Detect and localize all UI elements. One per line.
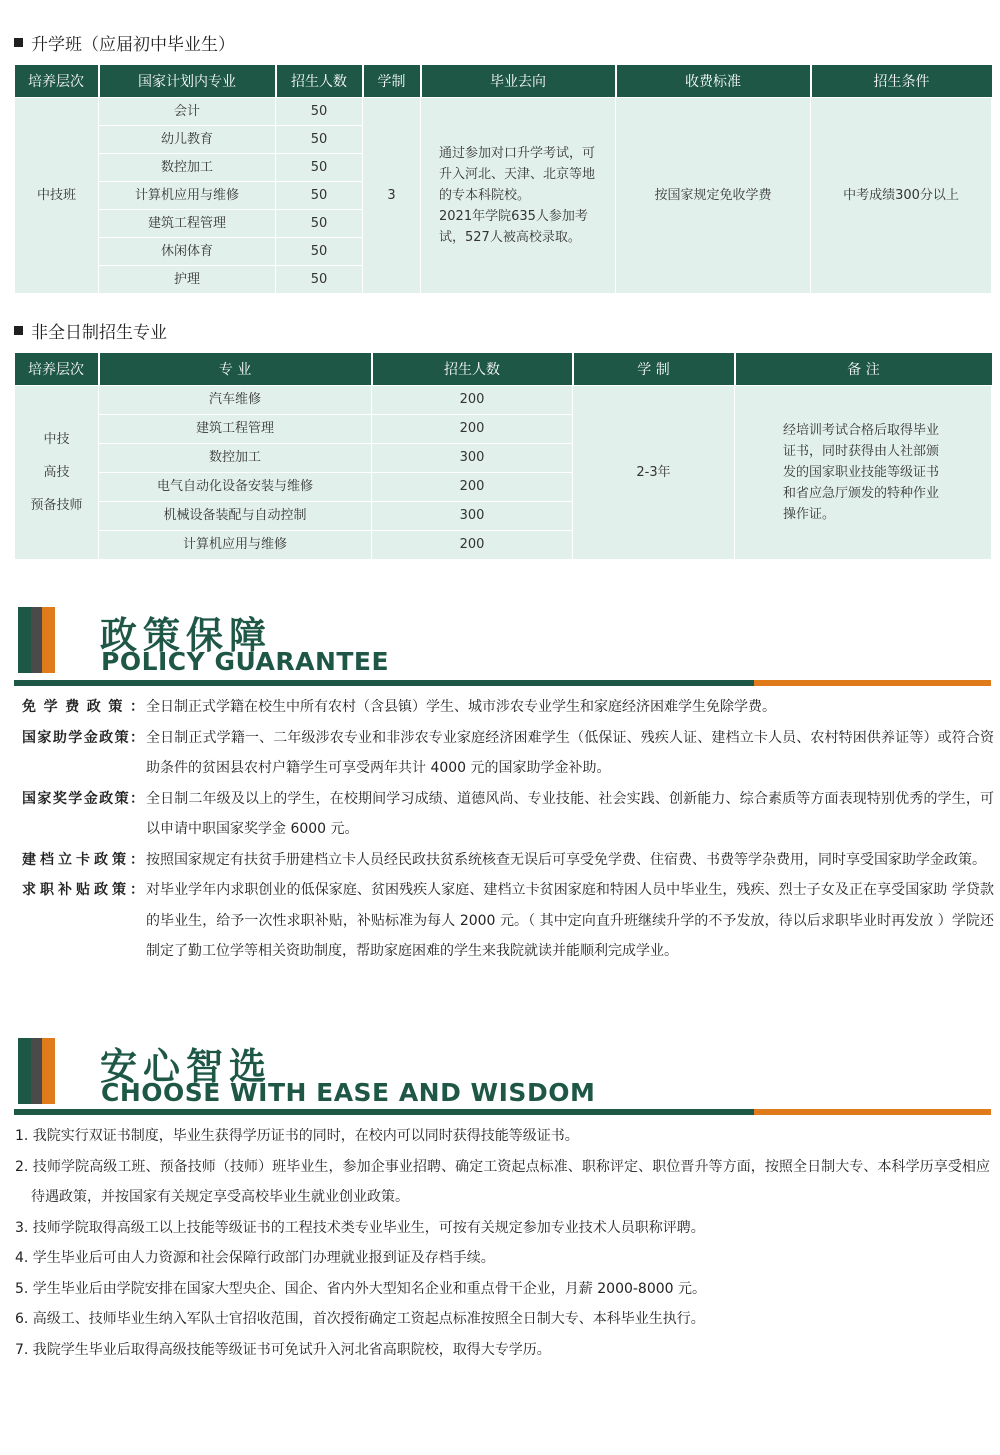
header-major: 专 业	[99, 353, 372, 385]
list-item: 1. 我院实行双证书制度，毕业生获得学历证书的同时，在校内可以同时获得技能等级证书。	[15, 1128, 579, 1144]
policy-label: 免学费政策：	[22, 699, 144, 715]
policy-item	[22, 845, 994, 876]
heading-bars-icon	[18, 607, 56, 673]
major-cell: 幼儿教育	[99, 125, 276, 153]
list-item: 5. 学生毕业后由学院安排在国家大型央企、国企、省内外大型知名企业和重点骨干企业，月薪 2000-8000 元。	[15, 1280, 707, 1297]
header-level: 培养层次	[15, 65, 99, 97]
list-item: 4. 学生毕业后可由人力资源和社会保障行政部门办理就业报到证及存档手续。	[15, 1250, 495, 1266]
text-line: 中技	[43, 431, 70, 447]
section1-table	[14, 65, 992, 294]
header-duration: 学制	[363, 65, 421, 97]
major-cell: 数控加工	[99, 443, 372, 472]
heading-bars-icon	[18, 1038, 56, 1104]
header-destination: 毕业去向	[421, 65, 616, 97]
table-row	[15, 97, 992, 125]
note-cell	[735, 385, 992, 559]
policy-item	[22, 875, 994, 967]
list-item: 3. 技师学院取得高级工以上技能等级证书的工程技术类专业毕业生，可按有关规定参加专业技术人员职称评聘。	[15, 1219, 705, 1236]
policy-title-en: POLICY GUARANTEE	[101, 647, 390, 676]
count-cell: 50	[276, 237, 363, 265]
levels-cell	[15, 385, 99, 559]
square-bullet-icon	[14, 38, 23, 47]
count-cell: 50	[276, 265, 363, 293]
count-cell: 50	[276, 153, 363, 181]
count-cell: 200	[372, 414, 573, 443]
choose-title-en: CHOOSE WITH EASE AND WISDOM	[101, 1078, 596, 1107]
header-level: 培养层次	[15, 353, 99, 385]
count-cell: 50	[276, 209, 363, 237]
header-count: 招生人数	[276, 65, 363, 97]
duration-cell: 2-3年	[573, 385, 735, 559]
list-item: 2. 技师学院高级工班、预备技师（技师）班毕业生，参加企事业招聘、确定工资起点标准、职称评定、职位晋升等方面，按照全日制大专、本科学历享受相应待遇政策，并按国家有关规定享受高校毕业生就业创业政策。	[15, 1158, 990, 1205]
table-row	[15, 385, 992, 414]
choose-title-cn: 安心智选	[100, 1045, 272, 1088]
policy-title-cn: 政策保障	[100, 614, 272, 657]
section1-title: 升学班（应届初中毕业生）	[14, 30, 235, 55]
choose-divider	[14, 1109, 991, 1115]
policy-item	[22, 692, 994, 723]
header-requirement: 招生条件	[811, 65, 992, 97]
note-text: 经培训考试合格后取得毕业证书，同时获得由人社部颁发的国家职业技能等级证书和省应急厅颁发的特种作业操作证。	[783, 422, 940, 522]
major-cell: 计算机应用与维修	[99, 181, 276, 209]
policy-item	[22, 784, 994, 845]
policy-text: 按照国家规定有扶贫手册建档立卡人员经民政扶贫系统核查无误后可享受免学费、住宿费、书费等学杂费用，同时享受国家助学金政策。	[146, 851, 986, 868]
fee-cell: 按国家规定免收学费	[616, 97, 811, 293]
major-cell: 护理	[99, 265, 276, 293]
count-cell: 50	[276, 97, 363, 125]
requirement-cell: 中考成绩300分以上	[811, 97, 992, 293]
count-cell: 300	[372, 443, 573, 472]
major-cell: 机械设备装配与自动控制	[99, 501, 372, 530]
major-cell: 建筑工程管理	[99, 209, 276, 237]
count-cell: 200	[372, 385, 573, 414]
policy-label: 建档立卡政策：	[22, 851, 144, 868]
major-cell: 电气自动化设备安装与维修	[99, 472, 372, 501]
header-fee: 收费标准	[616, 65, 811, 97]
count-cell: 50	[276, 181, 363, 209]
major-cell: 数控加工	[99, 153, 276, 181]
major-cell: 汽车维修	[99, 385, 372, 414]
header-duration: 学 制	[573, 353, 735, 385]
header-note: 备 注	[735, 353, 992, 385]
major-cell: 休闲体育	[99, 237, 276, 265]
destination-text	[439, 143, 597, 248]
header-count: 招生人数	[372, 353, 573, 385]
text-line: 通过参加对口升学考试，可升入河北、天津、北京等地的专本科院校。	[439, 145, 596, 203]
count-cell: 50	[276, 125, 363, 153]
major-cell: 建筑工程管理	[99, 414, 372, 443]
policy-text: 全日制二年级及以上的学生，在校期间学习成绩、道德风尚、专业技能、社会实践、创新能力、综合素质等方面表现特别优秀的学生，可以申请中职国家奖学金 6000 元。	[146, 790, 994, 837]
list-item: 7. 我院学生毕业后取得高级技能等级证书可免试升入河北省高职院校，取得大专学历。	[15, 1341, 551, 1358]
count-cell: 200	[372, 530, 573, 559]
policy-label: 国家助学金政策：	[22, 729, 144, 746]
policy-list	[22, 692, 994, 967]
policy-item	[22, 723, 994, 784]
major-cell: 计算机应用与维修	[99, 530, 372, 559]
policy-text: 全日制正式学籍一、二年级涉农专业和非涉农专业家庭经济困难学生（低保证、残疾人证、建档立卡人员、农村特困供养证等）或符合资助条件的贫困县农村户籍学生可享受两年共计 4000 元的国家助学金补助。	[146, 729, 994, 776]
duration-cell: 3	[363, 97, 421, 293]
square-bullet-icon	[14, 326, 23, 335]
policy-text: 对毕业学年内求职创业的低保家庭、贫困残疾人家庭、建档立卡贫困家庭和特困人员中毕业生，残疾、烈士子女及正在享受国家助 学贷款的毕业生，给予一次性求职补贴，补贴标准为每人 2000 元。（ 其中定向直升班继续升学的不予发放，待以后求职毕业时再发放 ）学院还制定了勤工位学等相关资助制度，帮助家庭困难的学生来我院就读并能顺利完成学业。	[146, 882, 994, 959]
table-header-row	[15, 353, 992, 385]
policy-divider	[14, 680, 991, 686]
text-line: 高技	[43, 464, 70, 480]
list-item: 6. 高级工、技师毕业生纳入军队士官招收范围，首次授衔确定工资起点标准按照全日制大专、本科毕业生执行。	[15, 1311, 705, 1327]
header-major: 国家计划内专业	[99, 65, 276, 97]
choose-list	[15, 1121, 990, 1365]
policy-label: 求职补贴政策：	[22, 882, 144, 898]
section2-table	[14, 353, 992, 560]
policy-label: 国家奖学金政策：	[22, 790, 144, 807]
level-cell: 中技班	[15, 97, 99, 293]
policy-text: 全日制正式学籍在校生中所有农村（含县镇）学生、城市涉农专业学生和家庭经济困难学生免除学费。	[146, 699, 776, 715]
text-line: 2021年学院635人参加考试，527人被高校录取。	[439, 208, 588, 245]
destination-cell	[421, 97, 616, 293]
count-cell: 300	[372, 501, 573, 530]
section2-title: 非全日制招生专业	[14, 318, 167, 343]
text-line: 预备技师	[30, 497, 83, 513]
levels-text	[15, 423, 98, 522]
major-cell: 会计	[99, 97, 276, 125]
table-header-row	[15, 65, 992, 97]
count-cell: 200	[372, 472, 573, 501]
